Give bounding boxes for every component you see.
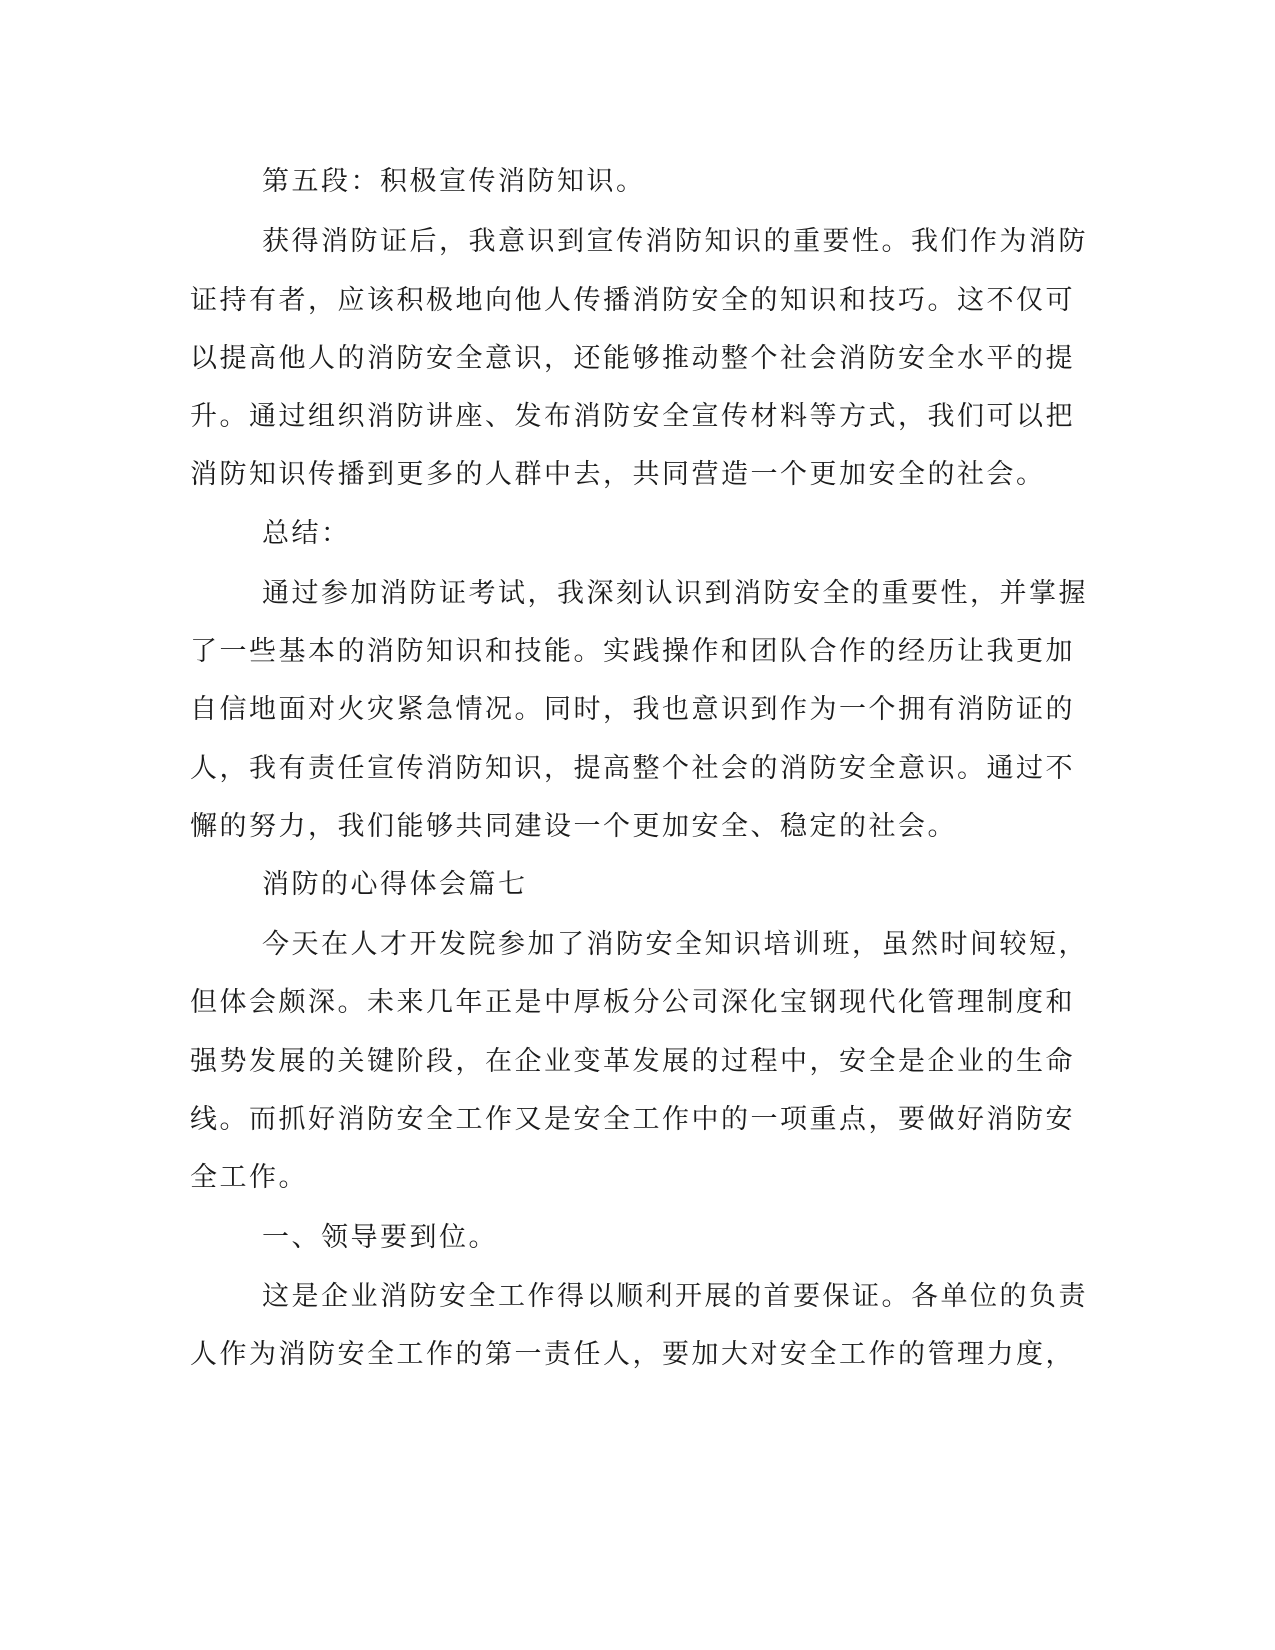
paragraph-line: 强势发展的关键阶段，在企业变革发展的过程中，安全是企业的生命 bbox=[190, 1046, 1075, 1077]
paragraph-line: 了一些基本的消防知识和技能。实践操作和团队合作的经历让我更加 bbox=[190, 636, 1075, 667]
paragraph-line: 线。而抓好消防安全工作又是安全工作中的一项重点，要做好消防安 bbox=[190, 1104, 1075, 1135]
paragraph-line: 升。通过组织消防讲座、发布消防安全宣传材料等方式，我们可以把 bbox=[190, 401, 1075, 432]
paragraph-line: 证持有者，应该积极地向他人传播消防安全的知识和技巧。这不仅可 bbox=[190, 285, 1075, 316]
paragraph-line: 今天在人才开发院参加了消防安全知识培训班，虽然时间较短， bbox=[262, 929, 1088, 960]
paragraph-line: 懈的努力，我们能够共同建设一个更加安全、稳定的社会。 bbox=[190, 811, 957, 842]
list-heading-1: 一、领导要到位。 bbox=[262, 1222, 498, 1253]
paragraph-line: 通过参加消防证考试，我深刻认识到消防安全的重要性，并掌握 bbox=[262, 578, 1088, 609]
paragraph-line: 消防知识传播到更多的人群中去，共同营造一个更加安全的社会。 bbox=[190, 459, 1046, 490]
paragraph-line: 人，我有责任宣传消防知识，提高整个社会的消防安全意识。通过不 bbox=[190, 753, 1075, 784]
paragraph-line: 但体会颇深。未来几年正是中厚板分公司深化宝钢现代化管理制度和 bbox=[190, 987, 1075, 1018]
summary-heading: 总结： bbox=[262, 518, 351, 549]
paragraph-line: 全工作。 bbox=[190, 1162, 308, 1193]
paragraph-line: 自信地面对火灾紧急情况。同时，我也意识到作为一个拥有消防证的 bbox=[190, 694, 1075, 725]
paragraph-line: 人作为消防安全工作的第一责任人，要加大对安全工作的管理力度， bbox=[190, 1339, 1075, 1370]
paragraph-line: 这是企业消防安全工作得以顺利开展的首要保证。各单位的负责 bbox=[262, 1281, 1088, 1312]
chapter-heading: 消防的心得体会篇七 bbox=[262, 869, 528, 900]
section-heading-5: 第五段：积极宣传消防知识。 bbox=[262, 166, 646, 197]
paragraph-line: 获得消防证后，我意识到宣传消防知识的重要性。我们作为消防 bbox=[262, 226, 1088, 257]
paragraph-line: 以提高他人的消防安全意识，还能够推动整个社会消防安全水平的提 bbox=[190, 343, 1075, 374]
